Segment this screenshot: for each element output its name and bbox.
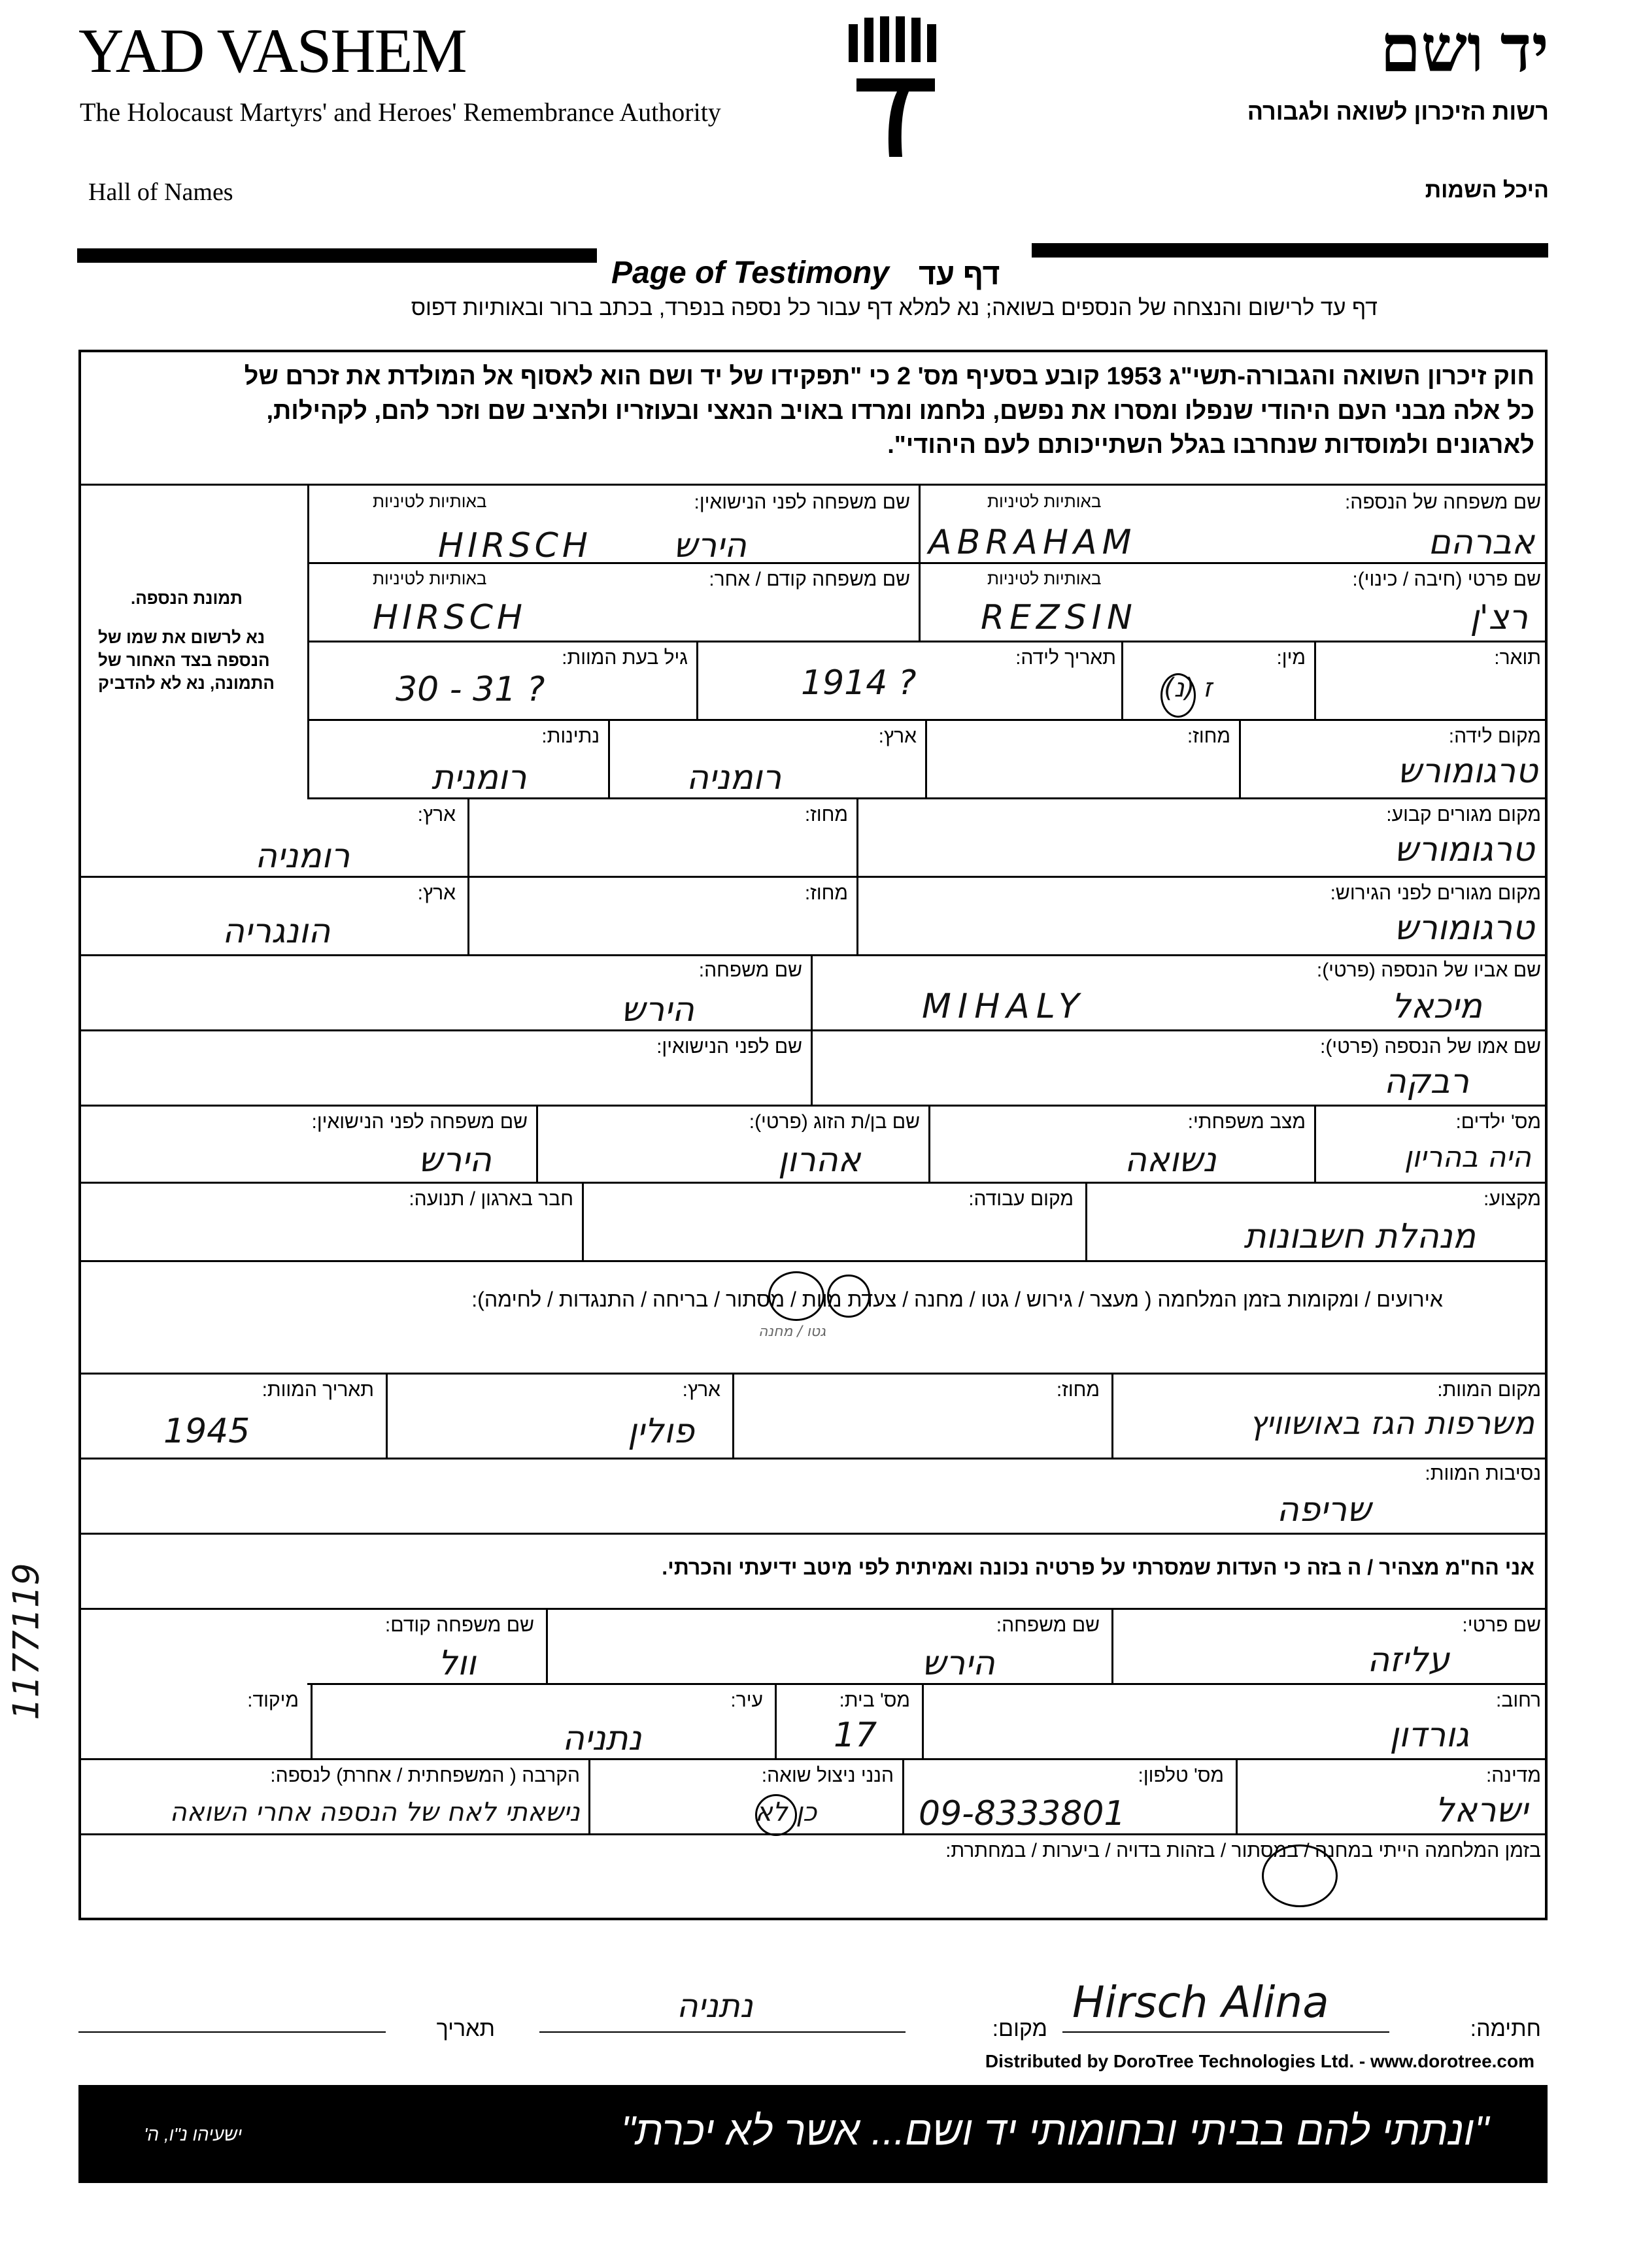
value-prev-surname-latin[interactable]: HIRSCH [373, 598, 526, 637]
value-gender[interactable]: ז (נ) [1164, 673, 1212, 703]
value-first-name-he[interactable]: רצ'ן [1470, 598, 1528, 637]
value-permanent-residence[interactable]: טרגומורש [1394, 830, 1534, 869]
value-maiden-he[interactable]: הירש [673, 526, 747, 565]
value-before-deport[interactable]: טרגומורש [1394, 909, 1534, 948]
header-bar-left [77, 248, 597, 263]
label-street: רחוב: [1496, 1690, 1541, 1711]
value-relation[interactable]: נישאתי לאח של הנספה אחרי השואה [169, 1797, 580, 1827]
value-spouse-maiden[interactable]: הירש [418, 1141, 492, 1180]
value-phone[interactable]: 09-8333801 [919, 1794, 1126, 1833]
org-name-he: יד ושם [1380, 13, 1549, 86]
value-nationality[interactable]: רומנית [432, 758, 527, 797]
label-sub-first: שם פרטי: [1462, 1614, 1541, 1636]
date-line [78, 2031, 386, 2033]
label-marital-status: מצב משפחתי: [1187, 1111, 1306, 1133]
label-deport-country: ארץ: [417, 882, 456, 904]
label-nationality: נתינות: [541, 725, 600, 747]
page-title-he: דף עד [919, 257, 1000, 291]
label-maiden: שם משפחה לפני הנישואין: [694, 492, 910, 513]
label-surname-latin: באותיות לטיניות [987, 492, 1102, 511]
label-spouse-name: שם בן/ת הזוג (פרטי): [749, 1111, 920, 1133]
value-father-first-latin[interactable]: MIHALY [922, 987, 1086, 1026]
value-signature[interactable]: Hirsch Alina [1072, 1977, 1329, 2027]
value-street[interactable]: גורדון [1389, 1716, 1469, 1755]
label-state: מדינה: [1485, 1765, 1541, 1786]
law-text-3: לארגונים ולמוסדות שנחרבו בגלל השתייכותם לעם היהודי". [887, 431, 1534, 459]
label-birth-region: מחוז: [1187, 725, 1230, 747]
value-birth-country[interactable]: רומניה [686, 758, 782, 797]
label-residence-before-deport: מקום מגורים לפני הגירוש: [1330, 882, 1541, 904]
law-text-2: כל אלה מבני העם היהודי שנפלו ומסרו את נפשם, נלחמו ומרדו באויב הנאצי ובעוזריו ולהציב שם וזכר להם, לקהילות, [266, 397, 1534, 425]
label-permanent-country: ארץ: [417, 804, 456, 825]
photo-box-title: תמונת הנספה. [131, 588, 243, 608]
org-name-en: YAD VASHEM [78, 16, 466, 86]
label-birth-date: תאריך לידה: [1015, 647, 1116, 669]
value-death-circumstances[interactable]: שריפה [1276, 1490, 1371, 1529]
distributed-by: Distributed by DoroTree Technologies Ltd. - www.dorotree.com [985, 2051, 1534, 2071]
value-death-date[interactable]: 1945 [163, 1412, 250, 1451]
value-place[interactable]: נתניה [677, 1987, 753, 2025]
hall-of-names-he: היכל השמות [1425, 178, 1549, 203]
declaration: אני הח"מ מצהיר / ה בזה כי העדות שמסרתי על פרטיה נכונה ואמיתית לפי מיטב ידיעתי והכרתי. [662, 1556, 1534, 1579]
value-first-name-latin[interactable]: REZSIN [981, 598, 1138, 637]
label-mother-maiden: שם לפני הנישואין: [656, 1036, 802, 1058]
signature-line [1062, 2031, 1389, 2033]
label-house-no: מס' בית: [839, 1690, 910, 1711]
label-surname: שם משפחה של הנספה: [1344, 492, 1541, 513]
label-phone: מס' טלפון: [1138, 1765, 1224, 1786]
photo-box-note-3: התמונה, נא לא להדביק [98, 673, 275, 693]
label-first-name-latin: באותיות לטיניות [987, 569, 1102, 588]
label-events: אירועים / ומקומות בזמן המלחמה ( מעצר / גירוש / גטו / מחנה / צעדת מוות / מסתור / בריחה / התנגדות / לחימה): [471, 1288, 1443, 1311]
label-survivor: הנני ניצול שואה: [761, 1765, 894, 1786]
label-gender: מין: [1276, 647, 1306, 669]
label-death-region: מחוז: [1056, 1379, 1100, 1401]
label-mother-name: שם אמו של הנספה (פרטי): [1319, 1036, 1541, 1058]
org-subtitle-en: The Holocaust Martyrs' and Heroes' Remembrance Authority [80, 97, 721, 127]
photo-box-note-1: נא לרשום את שמו של [98, 627, 265, 647]
value-father-first-he[interactable]: מיכאל [1391, 987, 1482, 1026]
value-birth-year[interactable]: 1914 ? [801, 663, 917, 703]
value-maiden-latin[interactable]: HIRSCH [438, 526, 592, 565]
label-prev-surname-latin: באותיות לטיניות [373, 569, 487, 588]
label-birth-place: מקום לידה: [1448, 725, 1541, 747]
row-line [78, 484, 1548, 486]
footer-quote: "ונתתי להם בביתי ובחומותי יד ושם... אשר לא יכרת" [620, 2109, 1489, 2154]
place-line [539, 2031, 906, 2033]
label-death-date: תאריך המוות: [262, 1379, 374, 1401]
label-age-death: גיל בעת המוות: [562, 647, 688, 669]
header-bar-right [1032, 243, 1548, 258]
label-place: מקום: [992, 2016, 1047, 2041]
photo-box-note-2: הנספה בצד האחור של [98, 650, 270, 670]
label-relation: הקרבה ( המשפחתית / אחרת) לנספה: [270, 1765, 580, 1786]
label-date: תאריך [436, 2016, 495, 2041]
value-before-deport-country[interactable]: הונגריה [222, 912, 331, 951]
label-father-name: שם אביו של הנספה (פרטי): [1316, 959, 1541, 981]
value-sub-family[interactable]: הירש [922, 1644, 995, 1683]
label-father-family: שם משפחה: [698, 959, 802, 981]
page-title-en: Page of Testimony [611, 256, 889, 290]
label-prev-surname: שם משפחה קודם / אחר: [709, 569, 910, 590]
label-permanent-residence: מקום מגורים קבוע: [1386, 804, 1541, 825]
instructions: דף עד לרישום והנצחה של הנספים בשואה; נא למלא דף עבור כל נספה בנפרד, בכתב ברור ובאותיות דפוס [411, 295, 1378, 320]
value-spouse-first[interactable]: אהרון [778, 1141, 861, 1180]
value-city[interactable]: נתניה [562, 1719, 642, 1758]
label-maiden-latin: באותיות לטיניות [373, 492, 487, 511]
label-title: תואר: [1494, 647, 1541, 669]
value-events-circled: גטו / מחנה [758, 1324, 826, 1340]
value-sub-prev[interactable]: וול [438, 1644, 476, 1683]
label-city: עיר: [730, 1690, 763, 1711]
value-house-no[interactable]: 17 [834, 1716, 877, 1755]
value-surname-he[interactable]: אברהם [1428, 523, 1534, 562]
wartime-circle-camp [1262, 1844, 1338, 1907]
label-deport-region: מחוז: [804, 882, 848, 904]
label-death-circumstances: נסיבות המוות: [1425, 1463, 1541, 1484]
value-death-country[interactable]: פולין [628, 1412, 694, 1451]
value-sub-first[interactable]: עליזה [1367, 1641, 1449, 1680]
label-profession: מקצוע: [1483, 1188, 1541, 1210]
footer-source: ישעיהו נ"ו, ה' [144, 2124, 243, 2144]
label-death-place: מקום המוות: [1437, 1379, 1541, 1401]
label-workplace: מקום עבודה: [968, 1188, 1074, 1210]
hall-of-names-en: Hall of Names [88, 178, 233, 206]
events-circle-camp [768, 1271, 824, 1321]
label-member-org: חבר בארגון / תנועה: [409, 1188, 573, 1210]
value-permanent-country[interactable]: רומניה [255, 837, 350, 876]
label-num-children: מס' ילדים: [1455, 1111, 1541, 1133]
label-spouse-maiden: שם משפחה לפני הנישואין: [311, 1111, 528, 1133]
label-signature: חתימה: [1470, 2016, 1541, 2041]
survivor-circle-yes [755, 1794, 797, 1836]
yad-vashem-logo [837, 16, 951, 160]
label-wartime: בזמן המלחמה הייתי במחנה / במסתור / בזהות בדויה / ביערות / במחתרת: [945, 1840, 1541, 1861]
value-num-children[interactable]: היה בהריון [1404, 1141, 1531, 1174]
org-subtitle-he: רשות הזיכרון לשואה ולגבורה [1247, 98, 1549, 125]
label-sub-family: שם משפחה: [996, 1614, 1100, 1636]
law-text-1: חוק זיכרון השואה והגבורה-תשי"ג 1953 קובע בסעיף מס' 2 כי "תפקידו של יד ושם הוא לאסוף אל המולדת את זכרם של [244, 363, 1534, 390]
value-marital-status[interactable]: נשואה [1125, 1141, 1217, 1180]
value-state[interactable]: ישראל [1434, 1791, 1528, 1830]
label-sub-prev: שם משפחה קודם: [384, 1614, 534, 1636]
value-profession[interactable]: מנהלת חשבונות [1244, 1217, 1476, 1256]
value-father-family[interactable]: הירש [621, 990, 694, 1029]
events-circle-ghetto [827, 1275, 870, 1318]
value-age-death[interactable]: 30 - 31 ? [396, 670, 545, 709]
label-zip: מיקוד: [247, 1690, 299, 1711]
value-death-place[interactable]: משרפות הגז באושוויץ [1249, 1405, 1534, 1442]
label-death-country: ארץ: [682, 1379, 720, 1401]
label-birth-country: ארץ: [878, 725, 917, 747]
value-survivor[interactable]: כן לא [755, 1797, 817, 1827]
value-birth-place[interactable]: טרגומורש [1397, 752, 1538, 791]
value-surname-latin[interactable]: ABRAHAM [928, 523, 1137, 562]
label-permanent-region: מחוז: [804, 804, 848, 825]
label-first-name: שם פרטי (חיבה / כינוי): [1352, 569, 1541, 590]
gender-circle [1160, 673, 1196, 718]
side-number: 1177119 [5, 1563, 47, 1720]
value-mother-first[interactable]: רבקה [1383, 1062, 1469, 1101]
